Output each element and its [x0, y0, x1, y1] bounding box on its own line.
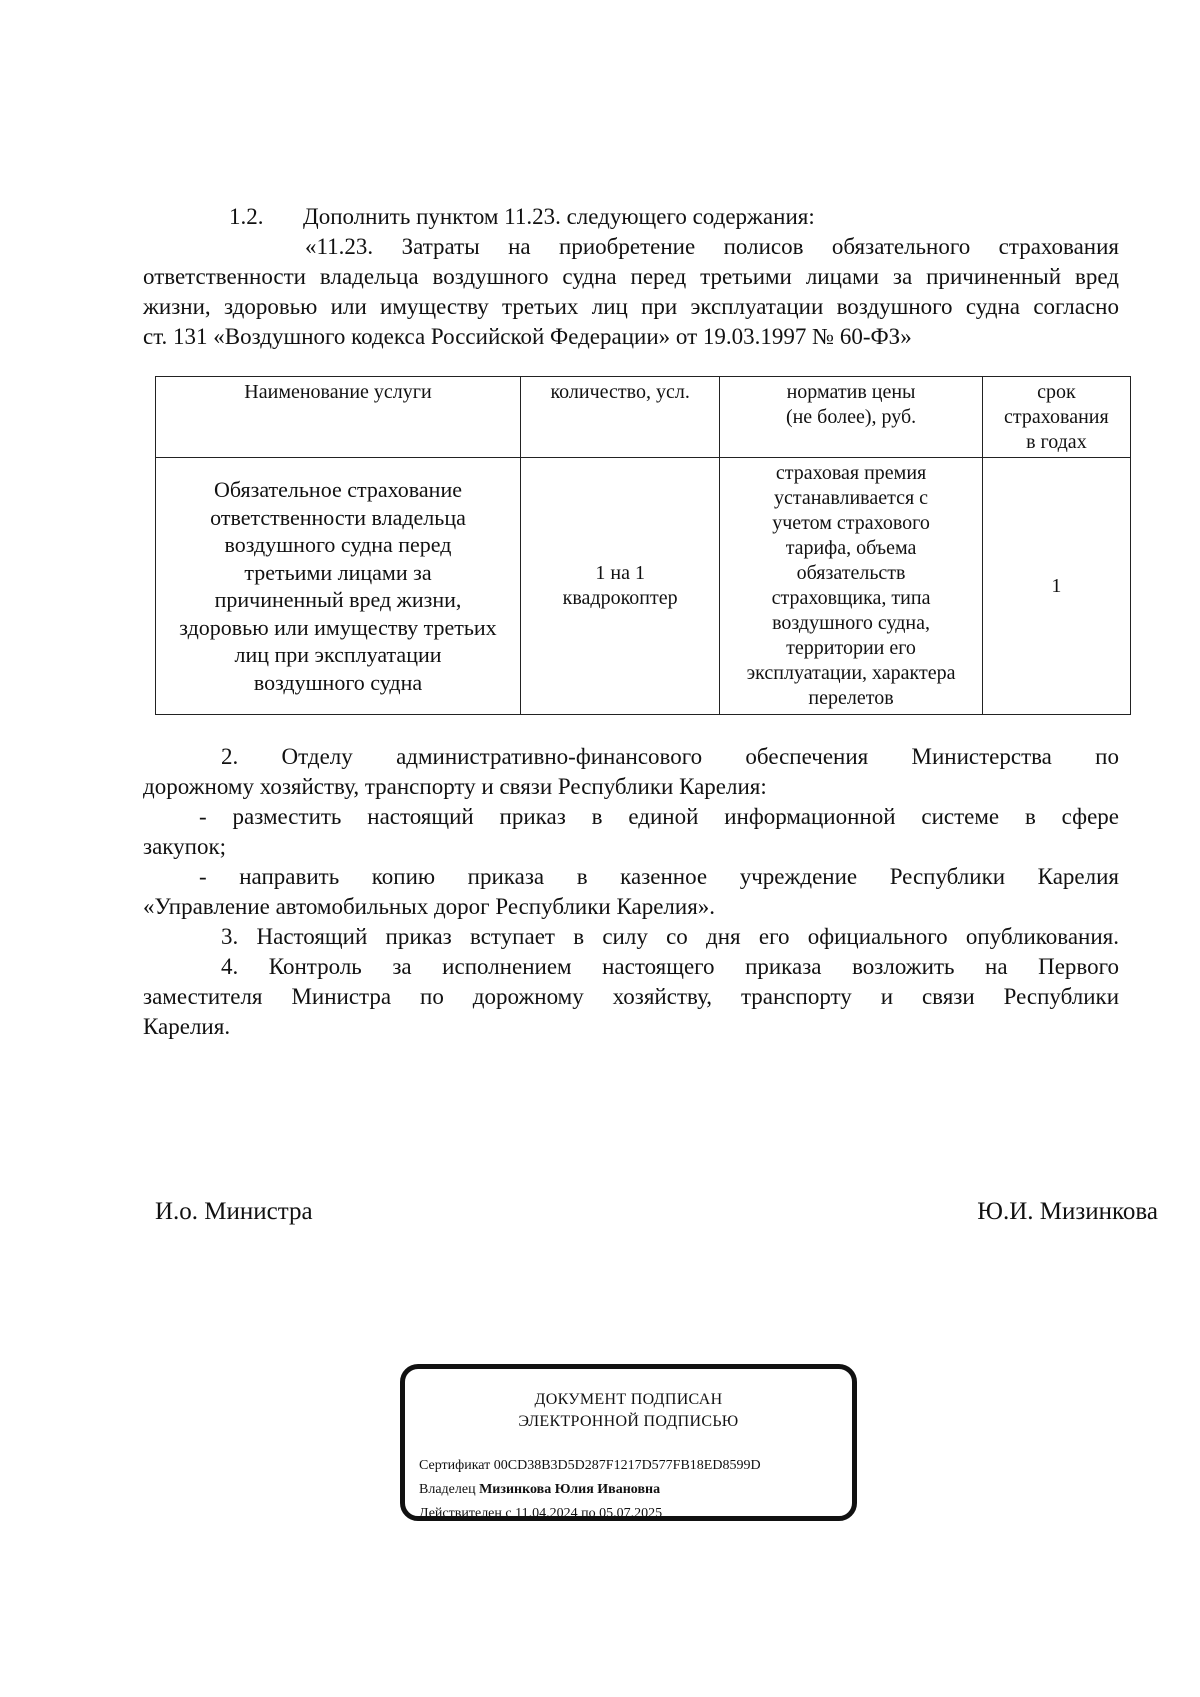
header-service-name: Наименование услуги: [156, 377, 521, 458]
text-line: жизни, здоровью или имуществу третьих лиц при эксплуатации воздушного судна согласно: [143, 294, 1119, 319]
text-line: дорожному хозяйству, транспорту и связи Республики Карелия:: [143, 774, 767, 799]
stamp-owner-label: Владелец: [419, 1482, 476, 1497]
header-term: срок страхования в годах: [982, 377, 1130, 458]
text-line: заместителя Министра по дорожному хозяйству, транспорту и связи Республики: [143, 984, 1119, 1009]
text-line: ст. 131 «Воздушного кодекса Российской Федерации» от 19.03.1997 № 60-ФЗ»: [143, 324, 912, 349]
text-line: - разместить настоящий приказ в единой информационной системе в сфере: [199, 804, 1119, 829]
cell-quantity: 1 на 1 квадрокоптер: [520, 458, 719, 715]
heading-text: Дополнить пунктом 11.23. следующего содержания:: [303, 204, 815, 229]
services-table: [155, 376, 1131, 715]
cell-service-name: Обязательное страхование ответственности владельца воздушного судна перед третьими лицами за причиненный вред жизни, здоровью или имуществу третьих лиц при эксплуатации воздушного судна: [156, 458, 521, 715]
text-line: закупок;: [143, 834, 227, 859]
paragraph-number: 1.2.: [229, 204, 264, 229]
stamp-title-line: ДОКУМЕНТ ПОДПИСАН: [534, 1391, 723, 1408]
stamp-validity: Действителен с 11.04.2024 по 05.07.2025: [419, 1506, 663, 1521]
stamp-info: [419, 1454, 761, 1526]
electronic-signature-stamp: [400, 1364, 857, 1521]
table-row: [156, 458, 1131, 715]
header-price-norm: норматив цены (не более), руб.: [720, 377, 982, 458]
paragraph-1-2-heading: [143, 202, 1119, 232]
stamp-owner-name: Мизинкова Юлия Ивановна: [479, 1482, 661, 1497]
text-line: «Управление автомобильных дорог Республики Карелия».: [143, 894, 716, 919]
text-line: Карелия.: [143, 1014, 231, 1039]
paragraph-1-2: [143, 202, 1119, 352]
text-line: 4. Контроль за исполнением настоящего приказа возложить на Первого: [221, 954, 1119, 979]
table-header-row: [156, 377, 1131, 458]
signatory-name: Ю.И. Мизинкова: [977, 1198, 1158, 1225]
cell-term: 1: [982, 458, 1130, 715]
stamp-title-line: ЭЛЕКТРОННОЙ ПОДПИСЬЮ: [518, 1413, 739, 1430]
header-quantity: количество, усл.: [520, 377, 719, 458]
stamp-owner: [419, 1478, 761, 1502]
stamp-title: [405, 1389, 852, 1433]
signatory-position: И.о. Министра: [155, 1198, 313, 1225]
text-line: 2. Отделу административно-финансового обеспечения Министерства по: [221, 744, 1119, 769]
text-line: «11.23. Затраты на приобретение полисов обязательного страхования: [305, 234, 1119, 259]
stamp-certificate: Сертификат 00CD38B3D5D287F1217D577FB18ED8599D: [419, 1458, 761, 1473]
paragraph-3: 3. Настоящий приказ вступает в силу со дня его официального опубликования.: [221, 924, 1119, 949]
cell-price-norm: страховая премия устанавливается с учетом страхового тарифа, объема обязательств страховщика, типа воздушного судна, территории его эксплуатации, характера перелетов: [720, 458, 982, 715]
text-line: - направить копию приказа в казенное учреждение Республики Карелия: [199, 864, 1119, 889]
paragraph-2: [143, 742, 1119, 1042]
text-line: ответственности владельца воздушного судна перед третьими лицами за причиненный вред: [143, 264, 1119, 289]
